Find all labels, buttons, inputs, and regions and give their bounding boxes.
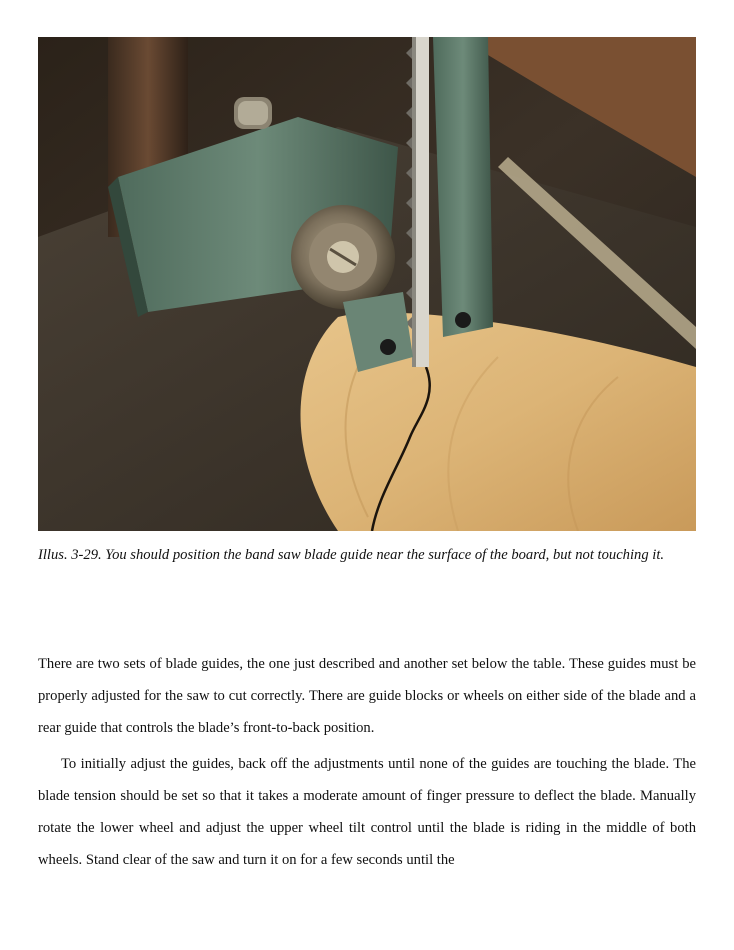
paragraph: There are two sets of blade guides, the one just described and another set below the table. These guides must be properly adjusted for the saw to cut correctly. There are guide blocks or wheels on either side of the blade and a rear guide that controls the blade’s front-to-back position.: [38, 656, 696, 736]
figure-caption: Illus. 3-29. You should position the band saw blade guide near the surface of the board, but not touching it.: [38, 547, 665, 563]
body-text: [38, 648, 696, 880]
band-saw-blade-guide-photo: [38, 37, 696, 531]
paragraph: To initially adjust the guides, back off the adjustments until none of the guides are touching the blade. The blade tension should be set so that it takes a moderate amount of finger pressure to deflect the blade. Manually rotate the lower wheel and adjust the upper wheel tilt control until the blade is riding in the middle of both wheels. Stand clear of the saw and turn it on for a few seconds until the: [38, 756, 696, 868]
